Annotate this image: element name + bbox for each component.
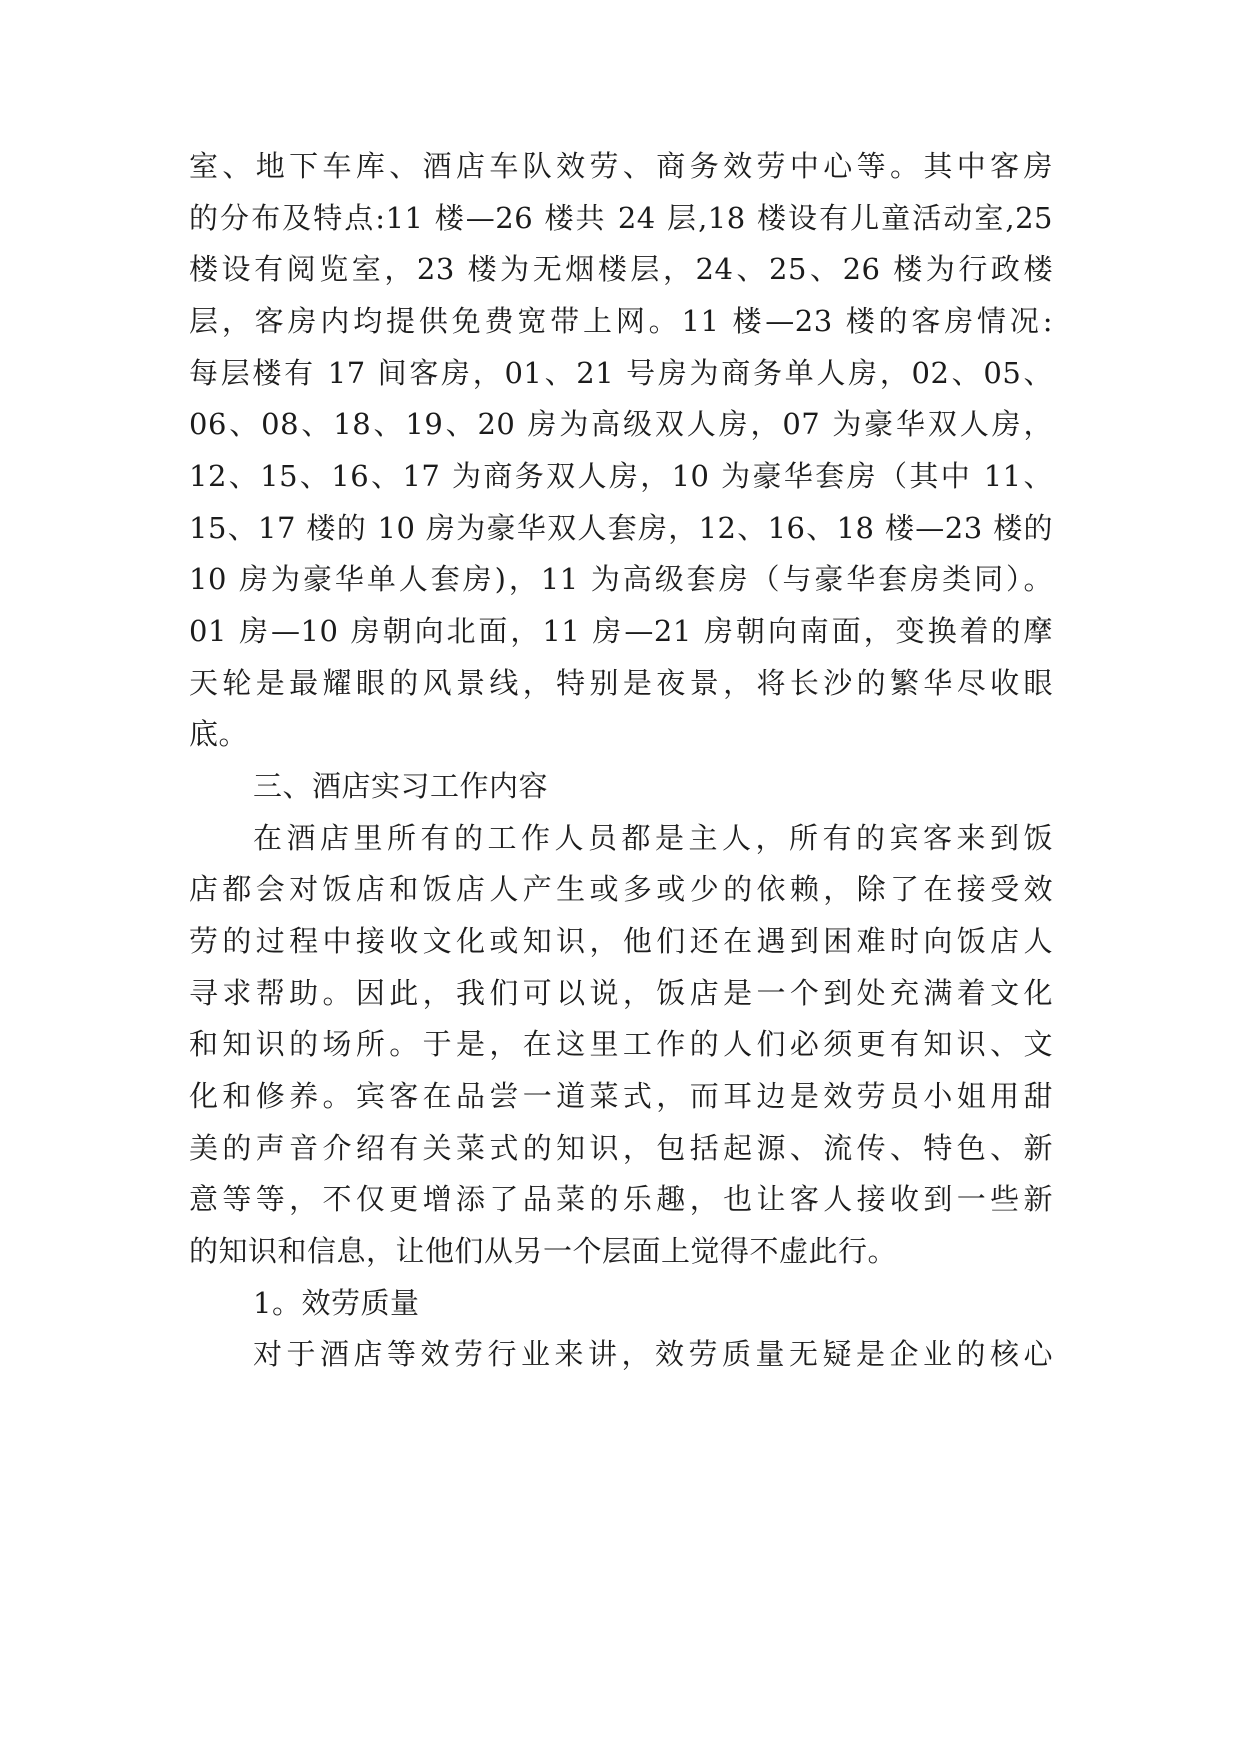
paragraph-line: 对于酒店等效劳行业来讲，效劳质量无疑是企业的核心 — [253, 1337, 1053, 1371]
paragraph-line: 化和修养。宾客在品尝一道菜式，而耳边是效劳员小姐用甜 — [189, 1079, 1053, 1113]
paragraph-line: 06、08、18、19、20 房为高级双人房，07 为豪华双人房， — [189, 407, 1053, 441]
paragraph-line: 每层楼有 17 间客房，01、21 号房为商务单人房，02、05、 — [189, 356, 1053, 390]
paragraph-line: 01 房—10 房朝向北面，11 房—21 房朝向南面，变换着的摩 — [189, 614, 1053, 648]
section-heading: 三、酒店实习工作内容 — [253, 769, 549, 803]
paragraph-line: 和知识的场所。于是，在这里工作的人们必须更有知识、文 — [189, 1027, 1053, 1061]
paragraph-line: 的知识和信息，让他们从另一个层面上觉得不虚此行。 — [189, 1234, 898, 1268]
paragraph-line: 寻求帮助。因此，我们可以说，饭店是一个到处充满着文化 — [189, 976, 1053, 1010]
paragraph-line: 10 房为豪华单人套房)，11 为高级套房（与豪华套房类同）。 — [189, 562, 1053, 596]
paragraph-line: 层，客房内均提供免费宽带上网。11 楼—23 楼的客房情况: — [189, 304, 1053, 338]
paragraph-line: 12、15、16、17 为商务双人房，10 为豪华套房（其中 11、 — [189, 459, 1053, 493]
subsection-heading: 1。效劳质量 — [253, 1286, 420, 1320]
paragraph-line: 美的声音介绍有关菜式的知识，包括起源、流传、特色、新 — [189, 1131, 1053, 1165]
paragraph-line: 意等等，不仅更增添了品菜的乐趣，也让客人接收到一些新 — [189, 1182, 1053, 1216]
paragraph-line: 室、地下车库、酒店车队效劳、商务效劳中心等。其中客房 — [189, 149, 1053, 183]
paragraph-line: 天轮是最耀眼的风景线，特别是夜景，将长沙的繁华尽收眼 — [189, 666, 1053, 700]
paragraph-line: 在酒店里所有的工作人员都是主人，所有的宾客来到饭 — [253, 821, 1053, 855]
paragraph-line: 劳的过程中接收文化或知识，他们还在遇到困难时向饭店人 — [189, 924, 1053, 958]
paragraph-line: 的分布及特点:11 楼—26 楼共 24 层,18 楼设有儿童活动室,25 — [189, 201, 1053, 235]
paragraph-line: 楼设有阅览室，23 楼为无烟楼层，24、25、26 楼为行政楼 — [189, 252, 1053, 286]
paragraph-line: 15、17 楼的 10 房为豪华双人套房，12、16、18 楼—23 楼的 — [189, 511, 1053, 545]
paragraph-line: 店都会对饭店和饭店人产生或多或少的依赖，除了在接受效 — [189, 872, 1053, 906]
paragraph-line: 底。 — [189, 717, 249, 751]
